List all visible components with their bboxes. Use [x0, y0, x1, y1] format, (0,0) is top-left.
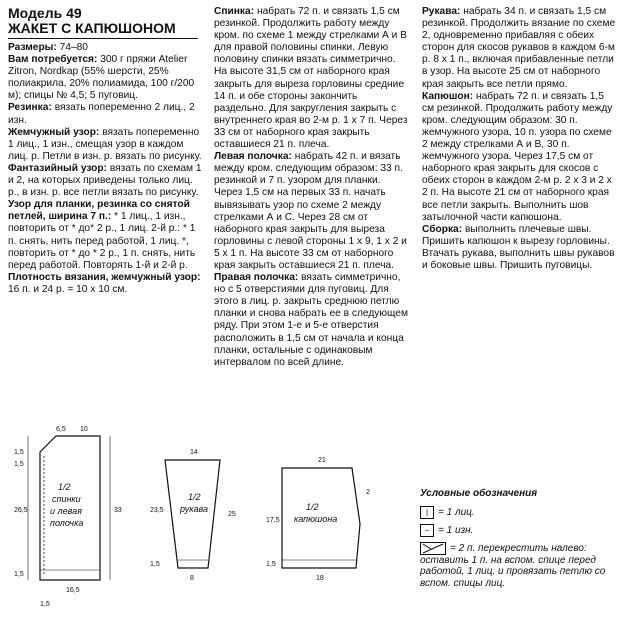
sleeves-value: набрать 34 п. и связать 1,5 см резинкой. Продолжить вязание по схеме 2, одновременно прибавляя с обеих сторон для скосов рукавов в каждом 6-м р. 8 х 1 п., включая прибавленные петли в узор. На высоте 25 см от наборного края закрыть все петли прямо.	[422, 6, 616, 90]
hood-label-1: 1/2	[306, 502, 319, 512]
dim-sleeve-total: 25	[228, 511, 236, 518]
hood-label-2: капюшона	[294, 514, 338, 524]
assembly-value: выполнить плечевые швы. Пришить капюшон к вырезу горловины. Втачать рукава, выполнить швы рукавов и боковые швы. Пришить пуговицы.	[422, 223, 615, 271]
rib-value: вязать попеременно 2 лиц., 2 изн.	[8, 102, 195, 126]
dim-body-rib: 1,5	[14, 571, 24, 578]
body-label-1: 1/2	[58, 482, 71, 492]
dim-hood-top: 21	[318, 457, 326, 464]
sleeves-label: Рукава:	[422, 6, 461, 17]
hood-para	[422, 91, 618, 224]
legend-cross	[420, 542, 615, 590]
model-number: Модель 49	[8, 5, 82, 21]
cross-symbol-icon	[420, 542, 446, 555]
placket-label: Узор для планки, резинка со снятой петлей, ширина 7 п.:	[8, 199, 190, 223]
legend-title: Условные обозначения	[420, 488, 538, 499]
sleeve-schematic	[165, 460, 220, 568]
dim-body-placket: 1,5	[40, 601, 50, 608]
assembly-para	[422, 224, 618, 272]
pearl-value: вязать попеременно 1 лиц., 1 изн., смещая узор в каждом лиц. р. Петли в изн. р. вязать по рисунку.	[8, 126, 202, 162]
placket-value: * 1 лиц., 1 изн., повторить от * до* 2 р., 1 лиц. 2-й р.: * 1 п. снять, нить перед работой, 1 лиц. *, повторить от * до * 2 р., 1 п. снять, нить перед работой. Повторять 1-й и 2-й р.	[8, 211, 196, 271]
dim-sleeve-bottom: 8	[190, 575, 194, 582]
legend-knit	[420, 506, 615, 519]
sleeve-label-1: 1/2	[188, 492, 201, 502]
sizes-para	[8, 42, 204, 54]
dim-body-top: 1,5	[14, 449, 24, 456]
column-3	[422, 6, 618, 272]
back-value: набрать 72 п. и связать 1,5 см резинкой. Продолжить работу между кром. по схеме 1 между стрелками А и В для правой половины спинки. Левую половину спинки вязать симметрично. На высоте 31,5 см от наборного края закрыть для выреза горловины средние 14 п. и обе стороны закончить раздельно. Для закругления закрыть с внутреннего края во 2-м р. 1 х 7 п. Через 33 см от наборного края закрыть оставшиеся 21 п. плеча.	[214, 6, 408, 151]
legend-knit-text: = 1 лиц.	[438, 506, 475, 518]
body-label-2: спинки	[52, 494, 81, 504]
dim-sleeve-top: 14	[190, 449, 198, 456]
title-divider	[8, 38, 198, 39]
column-2	[214, 6, 410, 369]
body-label-3: и левая	[50, 506, 82, 516]
dim-body-height: 26,5	[14, 507, 28, 514]
hood-value: набрать 72 п. и связать 1,5 см резинкой. Продолжить работу между кром. следующим образом: 30 п. жемчужного узора, 10 п. узора по схеме 2 между стрелками А и В, 30 п. жемчужного узора. Через 17,5 см от наборного края закрыть для скосов с обеих сторон в каждом 2-м р. 2 х 3 и 2 х 2 п. На высоте 21 см от наборного края все петли закрыть. Выполнить шов затылочной части капюшона.	[422, 90, 613, 223]
left-front-para	[214, 151, 410, 272]
dim-body-neck-depth: 1,5	[14, 461, 24, 468]
pearl-label: Жемчужный узор:	[8, 126, 100, 138]
right-front-para	[214, 272, 410, 369]
pearl-para	[8, 127, 204, 163]
dim-body-width: 16,5	[66, 587, 80, 594]
right-front-label: Правая полочка:	[214, 272, 299, 284]
dim-body-shoulder: 10	[80, 426, 88, 433]
density-label: Плотность вязания, жемчужный узор:	[8, 271, 201, 283]
knit-symbol-icon: |	[420, 506, 434, 519]
left-front-label: Левая полочка:	[214, 151, 292, 163]
hood-label: Капюшон:	[422, 90, 474, 102]
dim-body-neck: 6,5	[56, 426, 66, 433]
legend-purl	[420, 524, 615, 537]
dim-sleeve-rib: 1,5	[150, 561, 160, 568]
assembly-label: Сборка:	[422, 223, 463, 235]
legend-purl-text: = 1 изн.	[438, 524, 474, 536]
dim-sleeve-height: 23,5	[150, 507, 164, 514]
column-1	[8, 6, 204, 296]
back-label: Спинка:	[214, 6, 255, 17]
sizes-value: 74–80	[59, 42, 88, 53]
body-label-4: полочка	[50, 518, 84, 528]
materials-value: 300 г пряжи Atelier Zitron, Nordkap (55% шерсти, 25% полиакрила, 20% полиамида, 100 г/200 м); спицы № 4,5; 5 пуговиц.	[8, 54, 195, 102]
purl-symbol-icon: –	[420, 524, 434, 537]
dim-hood-shape: 2	[366, 489, 370, 496]
dim-hood-bottom: 18	[316, 575, 324, 582]
dim-body-total: 33	[114, 507, 122, 514]
placket-para	[8, 199, 204, 272]
legend-cross-text: = 2 п. перекрестить налево: оставить 1 п. на вспом. спице перед работой, 1 лиц. и провязать петлю со вспом. спицы лиц.	[420, 542, 606, 589]
dim-hood-height: 17,5	[266, 517, 280, 524]
density-para	[8, 272, 204, 296]
sleeves-para	[422, 6, 618, 91]
fancy-label: Фантазийный узор:	[8, 162, 108, 174]
rib-label: Резинка:	[8, 102, 52, 114]
rib-para	[8, 102, 204, 126]
sizes-label: Размеры:	[8, 42, 57, 53]
back-para	[214, 6, 410, 151]
pattern-title: ЖАКЕТ С КАПЮШОНОМ	[8, 20, 176, 36]
fancy-para	[8, 163, 204, 199]
legend	[420, 488, 615, 594]
density-value: 16 п. и 24 р. = 10 х 10 см.	[8, 283, 128, 295]
materials-label: Вам потребуется:	[8, 54, 98, 66]
right-front-value: вязать симметрично, но с 5 отверстиями для пуговиц. Для этого в лиц. р. закрыть среднюю петлю планки и снова набрать ее в следующем ряду. При этом 1-е и 5-е отверстия расположить в 1,5 см от начала и конца планки, остальные с одинаковым интервалом по всей длине.	[214, 272, 408, 368]
fancy-value: вязать по схемам 1 и 2, на которых приведены только лиц. р., в изн. р. все петли вязать по рисунку.	[8, 162, 202, 199]
sleeve-label-2: рукава	[180, 504, 208, 514]
materials-para	[8, 54, 204, 102]
left-front-value: набрать 42 п. и вязать между кром. следующим образом: 33 п. резинкой и 7 п. узором для планки. Через 1,5 см на первых 33 п. начать вывязывать узор по схеме 2 между стрелками А и С. Через 28 см от наборного края закрыть для выреза горловины с левой стороны 1 х 9, 1 х 2 и 5 х 1 п. На высоте 33 см от наборного края закрыть оставшиеся 21 п. плеча.	[214, 151, 407, 271]
sleeve-outline	[165, 460, 220, 568]
dim-hood-rib: 1,5	[266, 561, 276, 568]
